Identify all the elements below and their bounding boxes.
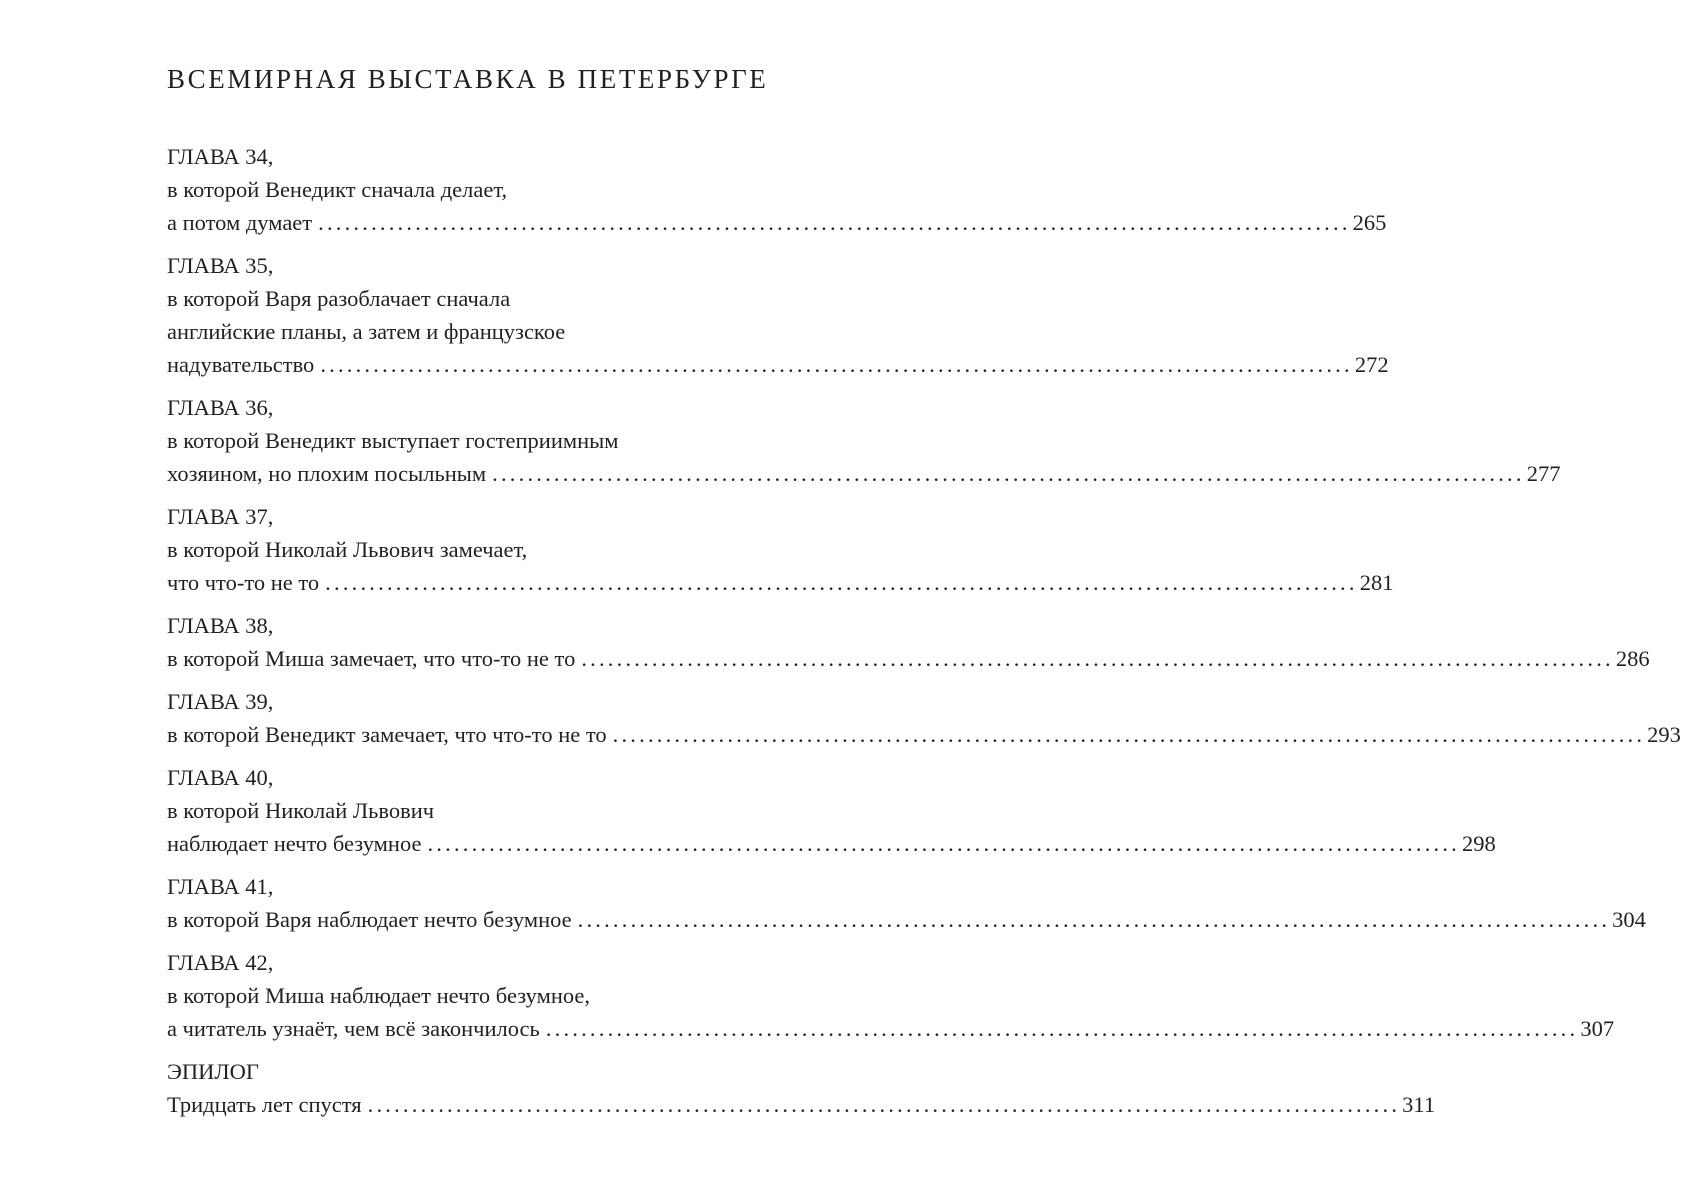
toc-entry-chapter-35[interactable] [167,249,1389,381]
page-number: 311 [1402,1092,1436,1117]
chapter-description-line: что что-то не то [167,570,320,595]
dot-leader: ..................................................................................................................... [427,831,1460,856]
chapter-description-line: а потом думает [167,210,313,235]
toc-entry-chapter-37[interactable] [167,500,1394,599]
epilogue-heading: ЭПИЛОГ [167,1059,259,1084]
chapter-leader-line [167,457,1561,490]
dot-leader: ..................................................................................................................... [545,1016,1579,1041]
chapter-description-line: в которой Варя разоблачает сначала [167,286,511,311]
toc-entry-chapter-34[interactable] [167,140,1387,239]
chapter-heading: ГЛАВА 39, [167,689,274,714]
chapter-leader-line [167,1012,1615,1045]
dot-leader: ..................................................................................................................... [612,722,1646,747]
chapter-description-line: в которой Миша наблюдает нечто безумное, [167,983,591,1008]
chapter-leader-line [167,566,1394,599]
page-number: 304 [1612,907,1646,932]
chapter-description-line: в которой Венедикт замечает, что что-то не то [167,722,607,747]
chapter-heading: ГЛАВА 41, [167,874,274,899]
page-number: 265 [1352,210,1387,235]
chapter-description-line: в которой Николай Львович [167,798,435,823]
toc-entry-chapter-42[interactable] [167,946,1615,1045]
chapter-description-line: в которой Миша замечает, что что-то не то [167,646,576,671]
toc-entry-chapter-36[interactable] [167,391,1561,490]
dot-leader: ..................................................................................................................... [325,570,1358,595]
chapter-leader-line [167,827,1496,860]
toc-entry-chapter-40[interactable] [167,761,1496,860]
chapter-description-line: наблюдает нечто безумное [167,831,422,856]
page-number: 277 [1526,461,1561,486]
chapter-description-line: английские планы, а затем и французское [167,319,566,344]
chapter-description-line: надувательство [167,352,315,377]
chapter-leader-line [167,903,1646,936]
page-number: 307 [1580,1016,1615,1041]
chapter-heading: ГЛАВА 40, [167,765,274,790]
toc-entry-epilogue[interactable] [167,1055,1436,1121]
dot-leader: ..................................................................................................................... [492,461,1525,486]
dot-leader: ..................................................................................................................... [367,1092,1401,1117]
chapter-heading: ГЛАВА 37, [167,504,274,529]
chapter-description-line: а читатель узнаёт, чем всё закончилось [167,1016,540,1041]
chapter-heading: ГЛАВА 35, [167,253,274,278]
dot-leader: ..................................................................................................................... [577,907,1611,932]
page-number: 286 [1615,646,1650,671]
running-head: ВСЕМИРНАЯ ВЫСТАВКА В ПЕТЕРБУРГЕ [167,64,769,94]
dot-leader: ..................................................................................................................... [581,646,1614,671]
chapter-leader-line [167,1088,1436,1121]
toc-page [167,60,1681,1131]
page-number: 272 [1354,352,1389,377]
chapter-leader-line [167,642,1650,675]
toc-entry-chapter-41[interactable] [167,870,1646,936]
page-number: 281 [1359,570,1394,595]
dot-leader: ..................................................................................................................... [320,352,1353,377]
chapter-description-line: в которой Николай Львович замечает, [167,537,528,562]
chapter-heading: ГЛАВА 42, [167,950,274,975]
chapter-leader-line [167,206,1387,239]
page-number: 298 [1462,831,1496,856]
chapter-leader-line [167,348,1389,381]
chapter-leader-line [167,718,1681,751]
chapter-heading: ГЛАВА 34, [167,144,274,169]
chapter-description-line: в которой Венедикт сначала делает, [167,177,508,202]
chapter-heading: ГЛАВА 38, [167,613,274,638]
chapter-description-line: в которой Варя наблюдает нечто безумное [167,907,572,932]
toc-entry-chapter-38[interactable] [167,609,1650,675]
chapter-description-line: Тридцать лет спустя [167,1092,362,1117]
chapter-heading: ГЛАВА 36, [167,395,274,420]
page-number: 293 [1647,722,1681,747]
toc-entry-chapter-39[interactable] [167,685,1681,751]
chapter-description-line: хозяином, но плохим посыльным [167,461,487,486]
dot-leader: ..................................................................................................................... [318,210,1351,235]
chapter-description-line: в которой Венедикт выступает гостеприимным [167,428,619,453]
table-of-contents [167,140,1681,1121]
